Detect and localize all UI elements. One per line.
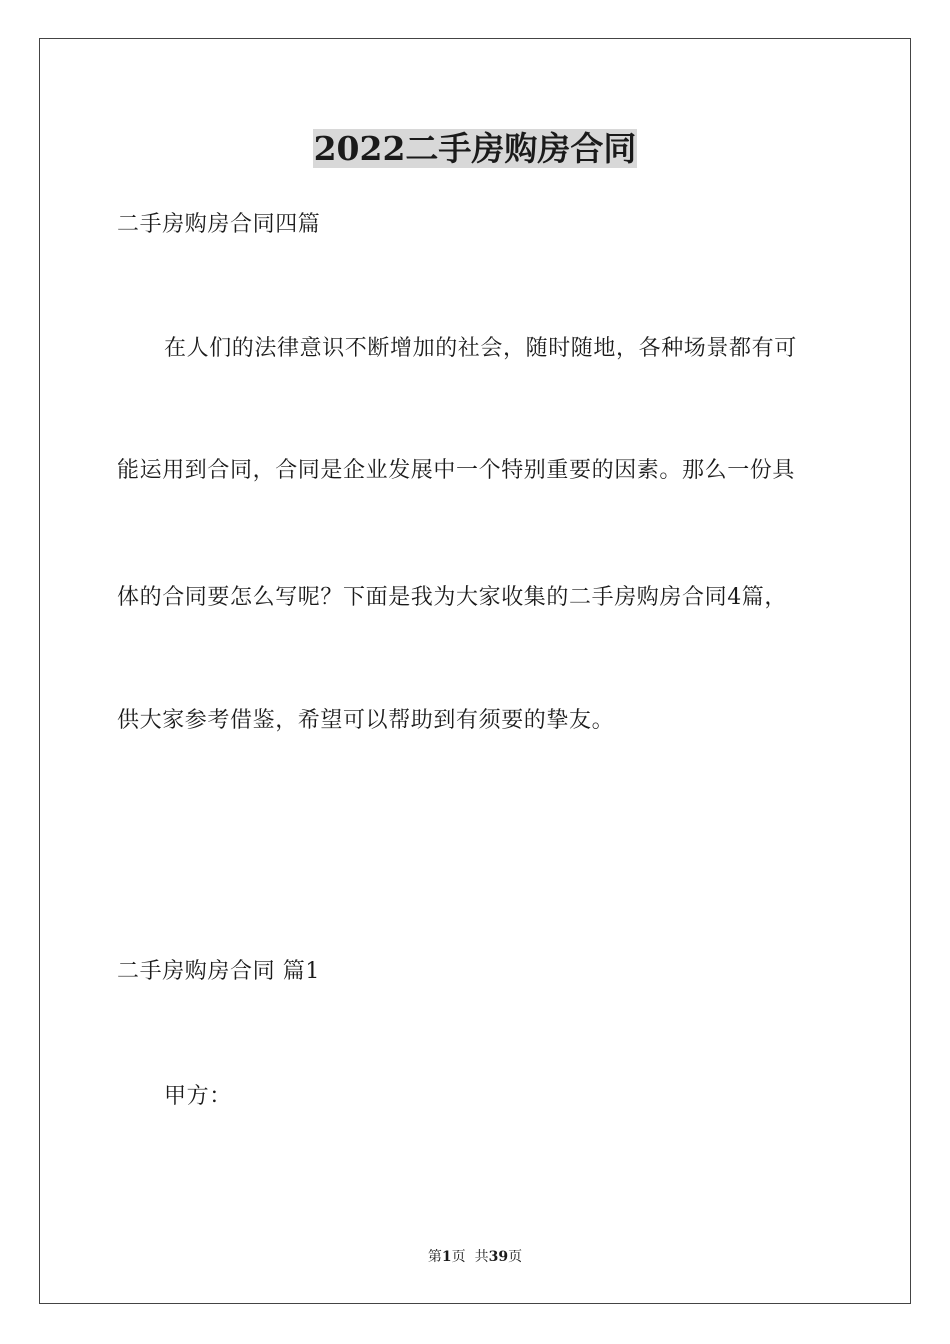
footer-page-suffix: 页 共 (451, 1249, 489, 1265)
party-a-label: 甲方： (164, 1084, 232, 1109)
page-footer (0, 1247, 950, 1267)
document-title (0, 127, 950, 171)
document-subtitle: 二手房购房合同四篇 (117, 212, 321, 237)
paragraph-line-1: 在人们的法律意识不断增加的社会，随时随地，各种场景都有可 (164, 336, 797, 361)
paragraph-line-4: 供大家参考借鉴，希望可以帮助到有须要的挚友。 (117, 708, 615, 733)
footer-page-prefix: 第 (427, 1249, 442, 1265)
section-heading: 二手房购房合同 篇1 (117, 959, 320, 984)
paragraph-line-3: 体的合同要怎么写呢？下面是我为大家收集的二手房购房合同4篇， (117, 585, 787, 610)
footer-total-pages: 39 (488, 1249, 509, 1265)
footer-total-suffix: 页 (508, 1249, 523, 1265)
document-title-text: 2022二手房购房合同 (313, 129, 637, 168)
paragraph-line-2: 能运用到合同，合同是企业发展中一个特别重要的因素。那么一份具 (117, 458, 796, 483)
footer-page-number: 1 (441, 1249, 452, 1265)
